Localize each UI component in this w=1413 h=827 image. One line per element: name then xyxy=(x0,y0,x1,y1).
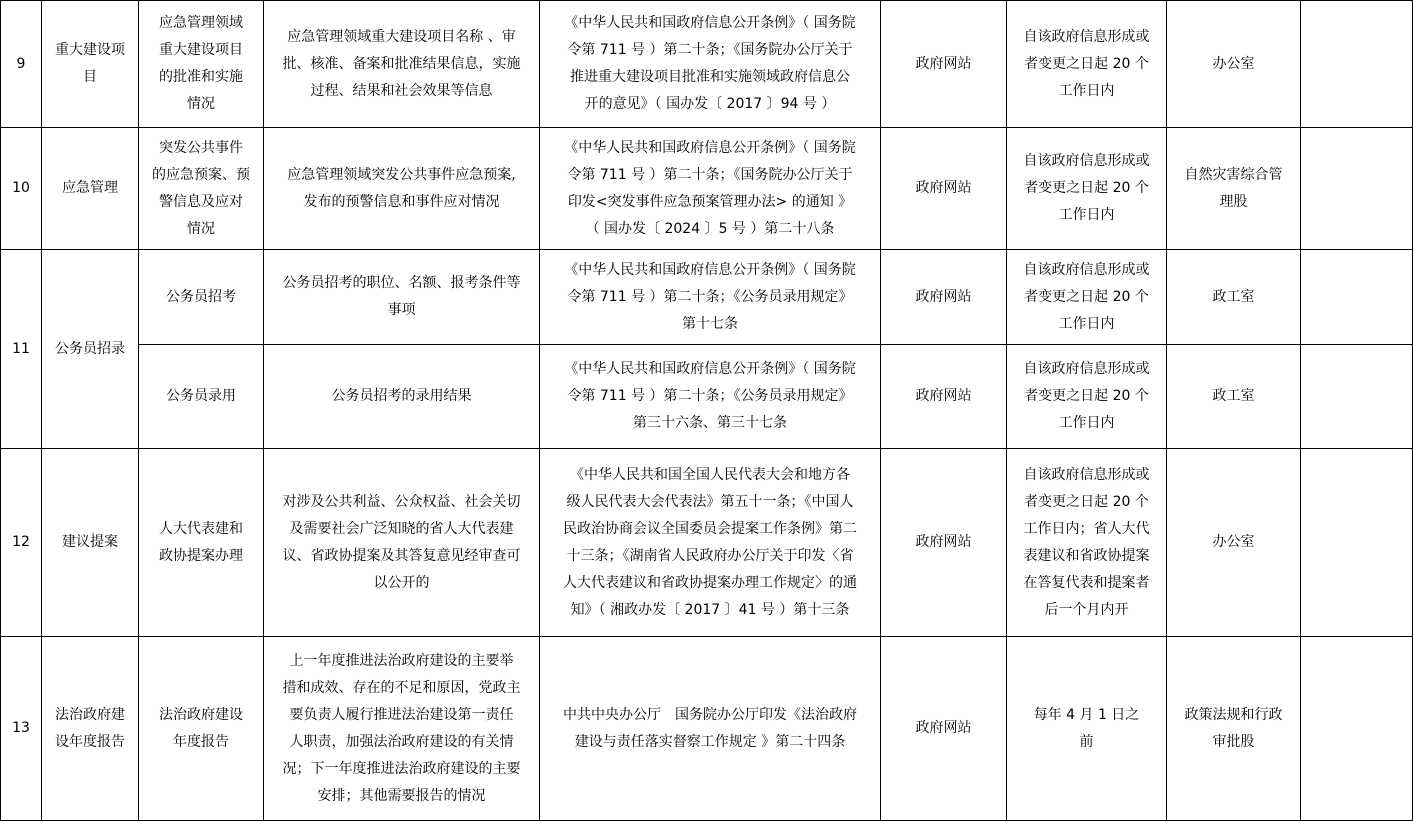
row-number: 11 xyxy=(1,250,42,449)
item-cell: 应急管理 xyxy=(42,128,139,250)
department-cell: 自然灾害综合管 理股 xyxy=(1167,128,1301,250)
content-cell: 公务员招考的职位、名额、报考条件等 事项 xyxy=(264,250,540,345)
basis-cell: 《中华人民共和国全国人民代表大会和地方各 级人民代表大会代表法》第五十一条；《中国人 民政治协商会议全国委员会提案工作条例》第二 十三条；《湖南省人民政府办公厅关于印发〈省 人大代表建议和省政协提案办理工作规定〉的通 知》（ 湘政办发〔 2017 〕41 号 ）第十三条 xyxy=(540,449,881,637)
time-limit-cell: 自该政府信息形成或 者变更之日起 20 个 工作日内 xyxy=(1007,250,1167,345)
department-cell: 政策法规和行政 审批股 xyxy=(1167,637,1301,821)
time-limit-cell: 自该政府信息形成或 者变更之日起 20 个 工作日内 xyxy=(1007,345,1167,449)
table-row-9 xyxy=(1,1,1413,128)
channel-cell: 政府网站 xyxy=(881,250,1007,345)
basis-cell: 《中华人民共和国政府信息公开条例》（ 国务院 令第 711 号 ）第二十条；《公务员录用规定》 第十七条 xyxy=(540,250,881,345)
time-limit-cell: 自该政府信息形成或 者变更之日起 20 个 工作日内 xyxy=(1007,1,1167,128)
basis-cell: 《中华人民共和国政府信息公开条例》（ 国务院 令第 711 号 ）第二十条；《公务员录用规定》 第三十六条、第三十七条 xyxy=(540,345,881,449)
note-cell xyxy=(1301,637,1413,821)
content-cell: 应急管理领域重大建设项目名称 、审 批、核准、备案和批准结果信息，实施 过程、结果和社会效果等信息 xyxy=(264,1,540,128)
row-number: 9 xyxy=(1,1,42,128)
channel-cell: 政府网站 xyxy=(881,128,1007,250)
item-cell: 建议提案 xyxy=(42,449,139,637)
note-cell xyxy=(1301,1,1413,128)
basis-cell: 中共中央办公厅 国务院办公厅印发《法治政府 建设与责任落实督察工作规定 》第二十四条 xyxy=(540,637,881,821)
subitem-cell: 公务员录用 xyxy=(139,345,264,449)
content-cell: 对涉及公共利益、公众权益、社会关切 及需要社会广泛知晓的省人大代表建 议、省政协提案及其答复意见经审查可 以公开的 xyxy=(264,449,540,637)
channel-cell: 政府网站 xyxy=(881,449,1007,637)
item-cell: 重大建设项 目 xyxy=(42,1,139,128)
item-cell: 法治政府建 设年度报告 xyxy=(42,637,139,821)
row-number: 12 xyxy=(1,449,42,637)
content-cell: 应急管理领域突发公共事件应急预案, 发布的预警信息和事件应对情况 xyxy=(264,128,540,250)
table-row-11-recruit xyxy=(1,250,1413,345)
subitem-cell: 应急管理领域 重大建设项目 的批准和实施 情况 xyxy=(139,1,264,128)
table-row-11-hire xyxy=(1,345,1413,449)
channel-cell: 政府网站 xyxy=(881,345,1007,449)
department-cell: 办公室 xyxy=(1167,1,1301,128)
table-row-12 xyxy=(1,449,1413,637)
table-row-10 xyxy=(1,128,1413,250)
time-limit-cell: 每年 4 月 1 日之 前 xyxy=(1007,637,1167,821)
note-cell xyxy=(1301,345,1413,449)
content-cell: 上一年度推进法治政府建设的主要举 措和成效、存在的不足和原因，党政主 要负责人履行推进法治建设第一责任 人职责，加强法治政府建设的有关情 况；下一年度推进法治政府建设的主要 安排；其他需要报告的情况 xyxy=(264,637,540,821)
channel-cell: 政府网站 xyxy=(881,637,1007,821)
subitem-cell: 法治政府建设 年度报告 xyxy=(139,637,264,821)
row-number: 13 xyxy=(1,637,42,821)
subitem-cell: 公务员招考 xyxy=(139,250,264,345)
department-cell: 办公室 xyxy=(1167,449,1301,637)
department-cell: 政工室 xyxy=(1167,345,1301,449)
channel-cell: 政府网站 xyxy=(881,1,1007,128)
time-limit-cell: 自该政府信息形成或 者变更之日起 20 个 工作日内；省人大代 表建议和省政协提案 在答复代表和提案者 后一个月内开 xyxy=(1007,449,1167,637)
item-cell: 公务员招录 xyxy=(42,250,139,449)
note-cell xyxy=(1301,449,1413,637)
note-cell xyxy=(1301,128,1413,250)
subitem-cell: 突发公共事件 的应急预案、预 警信息及应对 情况 xyxy=(139,128,264,250)
basis-cell: 《中华人民共和国政府信息公开条例》（ 国务院 令第 711 号 ）第二十条；《国务院办公厅关于 推进重大建设项目批准和实施领域政府信息公 开的意见》（ 国办发〔 2017 〕94 号 ） xyxy=(540,1,881,128)
note-cell xyxy=(1301,250,1413,345)
content-cell: 公务员招考的录用结果 xyxy=(264,345,540,449)
table-row-13 xyxy=(1,637,1413,821)
row-number: 10 xyxy=(1,128,42,250)
subitem-cell: 人大代表建和 政协提案办理 xyxy=(139,449,264,637)
time-limit-cell: 自该政府信息形成或 者变更之日起 20 个 工作日内 xyxy=(1007,128,1167,250)
department-cell: 政工室 xyxy=(1167,250,1301,345)
basis-cell: 《中华人民共和国政府信息公开条例》（ 国务院 令第 711 号 ）第二十条；《国务院办公厅关于 印发<突发事件应急预案管理办法> 的通知 》 （ 国办发〔 2024 〕5 号 ）第二十八条 xyxy=(540,128,881,250)
